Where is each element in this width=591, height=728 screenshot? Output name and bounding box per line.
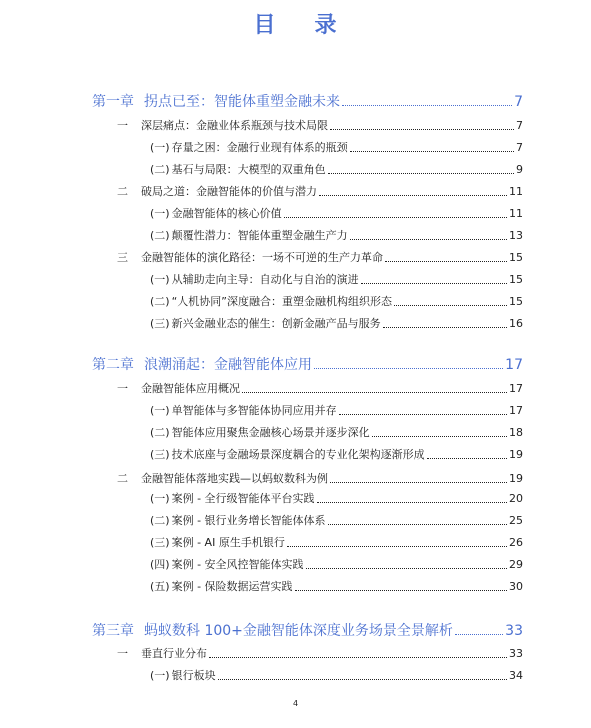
toc-title bbox=[0, 8, 591, 39]
subsection-number: (一) bbox=[150, 273, 170, 286]
dot-leader bbox=[317, 502, 507, 503]
section-page: 33 bbox=[509, 647, 523, 660]
subsection-page: 20 bbox=[509, 492, 523, 505]
subsection-number: (二) bbox=[150, 514, 170, 527]
toc-subsection-1-1-1[interactable] bbox=[150, 139, 523, 155]
toc-chapter-3[interactable] bbox=[92, 620, 523, 640]
toc-section-1-2[interactable] bbox=[117, 183, 523, 199]
dot-leader bbox=[455, 634, 503, 635]
toc-chapter-1[interactable] bbox=[92, 91, 523, 111]
section-title: 金融智能体应用概况 bbox=[141, 382, 240, 395]
toc-section-2-2[interactable] bbox=[117, 470, 523, 486]
subsection-number: (四) bbox=[150, 558, 170, 571]
section-title: 垂直行业分布 bbox=[141, 647, 207, 660]
subsection-title: 基石与局限：大模型的双重角色 bbox=[171, 163, 326, 176]
toc-section-1-3[interactable] bbox=[117, 249, 523, 265]
dot-leader bbox=[339, 414, 507, 415]
subsection-page: 26 bbox=[509, 536, 523, 549]
dot-leader bbox=[342, 105, 512, 106]
section-number: 一 bbox=[117, 119, 128, 132]
subsection-number: (五) bbox=[150, 580, 170, 593]
toc-section-1-1[interactable] bbox=[117, 117, 523, 133]
subsection-number: (三) bbox=[150, 317, 170, 330]
dot-leader bbox=[284, 217, 507, 218]
subsection-number: (一) bbox=[150, 141, 170, 154]
subsection-number: (三) bbox=[150, 448, 170, 461]
subsection-page: 19 bbox=[509, 448, 523, 461]
toc-subsection-2-2-1[interactable] bbox=[150, 490, 523, 506]
subsection-title: 案例 - 安全风控智能体实践 bbox=[171, 558, 304, 571]
toc-subsection-2-2-5[interactable] bbox=[150, 578, 523, 594]
subsection-page: 11 bbox=[509, 207, 523, 220]
toc-title-left: 目 bbox=[253, 13, 277, 38]
subsection-title: 智能体应用聚焦金融核心场景并逐步深化 bbox=[171, 426, 370, 439]
subsection-page: 13 bbox=[509, 229, 523, 242]
subsection-title: 技术底座与金融场景深度耦合的专业化架构逐渐形成 bbox=[171, 448, 425, 461]
chapter-number: 第三章 bbox=[92, 623, 134, 639]
dot-leader bbox=[330, 129, 514, 130]
subsection-title: 新兴金融业态的催生：创新金融产品与服务 bbox=[171, 317, 381, 330]
subsection-page: 17 bbox=[509, 404, 523, 417]
subsection-number: (二) bbox=[150, 295, 170, 308]
toc-subsection-3-1-1[interactable] bbox=[150, 667, 523, 683]
dot-leader bbox=[319, 195, 507, 196]
subsection-title: 金融智能体的核心价值 bbox=[171, 207, 282, 220]
toc-subsection-1-2-2[interactable] bbox=[150, 227, 523, 243]
subsection-page: 29 bbox=[509, 558, 523, 571]
subsection-page: 30 bbox=[509, 580, 523, 593]
subsection-title: 颠覆性潜力：智能体重塑金融生产力 bbox=[171, 229, 348, 242]
subsection-number: (三) bbox=[150, 536, 170, 549]
section-page: 17 bbox=[509, 382, 523, 395]
subsection-title: 存量之困：金融行业现有体系的瓶颈 bbox=[171, 141, 348, 154]
toc-subsection-2-2-4[interactable] bbox=[150, 556, 523, 572]
subsection-number: (一) bbox=[150, 669, 170, 682]
toc-section-2-1[interactable] bbox=[117, 380, 523, 396]
subsection-page: 15 bbox=[509, 273, 523, 286]
subsection-page: 18 bbox=[509, 426, 523, 439]
toc-subsection-2-1-2[interactable] bbox=[150, 424, 523, 440]
section-page: 7 bbox=[516, 119, 523, 132]
chapter-title: 蚂蚁数科 100+金融智能体深度业务场景全景解析 bbox=[144, 623, 453, 639]
dot-leader bbox=[328, 524, 507, 525]
toc-subsection-1-2-1[interactable] bbox=[150, 205, 523, 221]
chapter-title: 拐点已至：智能体重塑金融未来 bbox=[144, 94, 340, 110]
dot-leader bbox=[287, 546, 507, 547]
section-title: 破局之道：金融智能体的价值与潜力 bbox=[141, 185, 317, 198]
subsection-number: (一) bbox=[150, 404, 170, 417]
toc-title-right: 录 bbox=[314, 13, 338, 38]
dot-leader bbox=[350, 239, 507, 240]
subsection-title: 案例 - 银行业务增长智能体体系 bbox=[171, 514, 326, 527]
subsection-title: 案例 - 全行级智能体平台实践 bbox=[171, 492, 315, 505]
chapter-number: 第二章 bbox=[92, 357, 134, 373]
section-number: 一 bbox=[117, 382, 128, 395]
toc-subsection-2-2-3[interactable] bbox=[150, 534, 523, 550]
subsection-title: 单智能体与多智能体协同应用并存 bbox=[171, 404, 337, 417]
dot-leader bbox=[314, 368, 503, 369]
toc-subsection-1-3-3[interactable] bbox=[150, 315, 523, 331]
subsection-page: 16 bbox=[509, 317, 523, 330]
section-title: 金融智能体落地实践—以蚂蚁数科为例 bbox=[141, 472, 328, 485]
chapter-page: 33 bbox=[505, 623, 523, 639]
subsection-title: 案例 - 保险数据运营实践 bbox=[171, 580, 293, 593]
dot-leader bbox=[383, 327, 507, 328]
page-number: 4 bbox=[292, 699, 299, 708]
dot-leader bbox=[385, 261, 507, 262]
section-page: 11 bbox=[509, 185, 523, 198]
chapter-page: 17 bbox=[505, 357, 523, 373]
dot-leader bbox=[350, 151, 514, 152]
subsection-page: 34 bbox=[509, 669, 523, 682]
toc-subsection-1-3-1[interactable] bbox=[150, 271, 523, 287]
section-number: 二 bbox=[117, 185, 128, 198]
dot-leader bbox=[209, 657, 507, 658]
dot-leader bbox=[295, 590, 507, 591]
section-title: 金融智能体的演化路径：一场不可逆的生产力革命 bbox=[141, 251, 383, 264]
subsection-page: 9 bbox=[516, 163, 523, 176]
subsection-page: 15 bbox=[509, 295, 523, 308]
dot-leader bbox=[361, 283, 507, 284]
dot-leader bbox=[330, 482, 507, 483]
section-page: 19 bbox=[509, 472, 523, 485]
subsection-title: 案例 - AI 原生手机银行 bbox=[171, 536, 285, 549]
subsection-number: (二) bbox=[150, 426, 170, 439]
chapter-page: 7 bbox=[514, 94, 523, 110]
subsection-number: (一) bbox=[150, 492, 170, 505]
dot-leader bbox=[427, 458, 507, 459]
dot-leader bbox=[394, 305, 507, 306]
dot-leader bbox=[218, 679, 507, 680]
toc-subsection-1-1-2[interactable] bbox=[150, 161, 523, 177]
section-title: 深层痛点：金融业体系瓶颈与技术局限 bbox=[141, 119, 328, 132]
dot-leader bbox=[306, 568, 507, 569]
subsection-title: 银行板块 bbox=[171, 669, 216, 682]
subsection-number: (二) bbox=[150, 229, 170, 242]
section-number: 一 bbox=[117, 647, 128, 660]
dot-leader bbox=[242, 392, 507, 393]
toc-subsection-2-1-3[interactable] bbox=[150, 446, 523, 462]
dot-leader bbox=[372, 436, 507, 437]
subsection-title: 从辅助走向主导：自动化与自治的演进 bbox=[171, 273, 359, 286]
section-number: 三 bbox=[117, 251, 128, 264]
subsection-page: 7 bbox=[516, 141, 523, 154]
toc-chapter-2[interactable] bbox=[92, 354, 523, 374]
chapter-title: 浪潮涌起：金融智能体应用 bbox=[144, 357, 312, 373]
dot-leader bbox=[328, 173, 514, 174]
subsection-page: 25 bbox=[509, 514, 523, 527]
section-number: 二 bbox=[117, 472, 128, 485]
subsection-title: “人机协同”深度融合：重塑金融机构组织形态 bbox=[171, 295, 392, 308]
toc-subsection-1-3-2[interactable] bbox=[150, 293, 523, 309]
section-page: 15 bbox=[509, 251, 523, 264]
chapter-number: 第一章 bbox=[92, 94, 134, 110]
subsection-number: (二) bbox=[150, 163, 170, 176]
toc-section-3-1[interactable] bbox=[117, 645, 523, 661]
toc-subsection-2-2-2[interactable] bbox=[150, 512, 523, 528]
toc-subsection-2-1-1[interactable] bbox=[150, 402, 523, 418]
subsection-number: (一) bbox=[150, 207, 170, 220]
